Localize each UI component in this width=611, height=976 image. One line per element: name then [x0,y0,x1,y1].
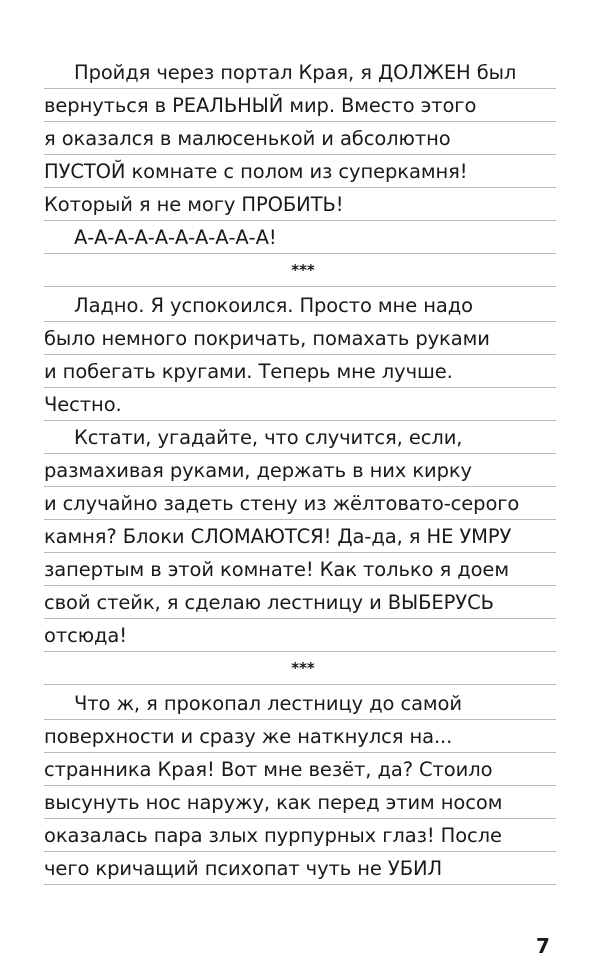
text-line-content: было немного покричать, помахать руками [44,327,490,350]
text-line-content: оказалась пара злых пурпурных глаз! После [44,824,502,847]
text-line-content: чего кричащий психопат чуть не УБИЛ [44,857,443,880]
text-line [44,819,556,852]
text-line [44,388,556,421]
text-line-content: Честно. [44,393,122,416]
text-line-content: свой стейк, я сделаю лестницу и ВЫБЕРУСЬ [44,591,494,614]
separator-stars: *** [291,261,315,279]
text-line-content: запертым в этой комнате! Как только я доем [44,558,509,581]
text-line [44,421,556,454]
text-line [44,155,556,188]
text-line-content: поверхности и сразу же наткнулся на... [44,725,453,748]
text-line [44,289,556,322]
text-line [44,619,556,652]
text-line-content: отсюда! [44,624,127,647]
text-line [44,487,556,520]
text-line [44,852,556,885]
text-line [44,322,556,355]
text-line-content: размахивая руками, держать в них кирку [44,459,472,482]
text-line-content: вернуться в РЕАЛЬНЫЙ мир. Вместо этого [44,94,477,117]
section-separator [44,254,556,287]
text-line [44,586,556,619]
text-line-content: Который я не могу ПРОБИТЬ! [44,193,344,216]
page-number: 7 [536,934,550,958]
text-line [44,56,556,89]
text-line [44,89,556,122]
text-line-content: высунуть нос наружу, как перед этим носом [44,791,503,814]
text-line [44,221,556,254]
text-line [44,520,556,553]
text-line [44,553,556,586]
text-line-content: и побегать кругами. Теперь мне лучше. [44,360,453,383]
text-line-content: Пройдя через портал Края, я ДОЛЖЕН был [74,61,517,84]
section-separator [44,652,556,685]
text-line [44,454,556,487]
text-line-content: камня? Блоки СЛОМАЮТСЯ! Да-да, я НЕ УМРУ [44,525,512,548]
text-line-content: Ладно. Я успокоился. Просто мне надо [74,294,473,317]
text-line-content: и случайно задеть стену из жёлтовато-серого [44,492,520,515]
separator-stars: *** [291,659,315,677]
text-line [44,188,556,221]
text-line [44,786,556,819]
text-line-content: Кстати, угадайте, что случится, если, [74,426,463,449]
text-line-content: странника Края! Вот мне везёт, да? Стоило [44,758,493,781]
text-line [44,753,556,786]
text-line [44,720,556,753]
text-line [44,355,556,388]
text-line-content: ПУСТОЙ комнате с полом из суперкамня! [44,160,468,183]
text-line [44,122,556,155]
text-line-content: я оказался в малюсенькой и абсолютно [44,127,451,150]
text-line [44,687,556,720]
text-line-content: А-А-А-А-А-А-А-А-А-А! [74,226,277,249]
text-line-content: Что ж, я прокопал лестницу до самой [74,692,462,715]
